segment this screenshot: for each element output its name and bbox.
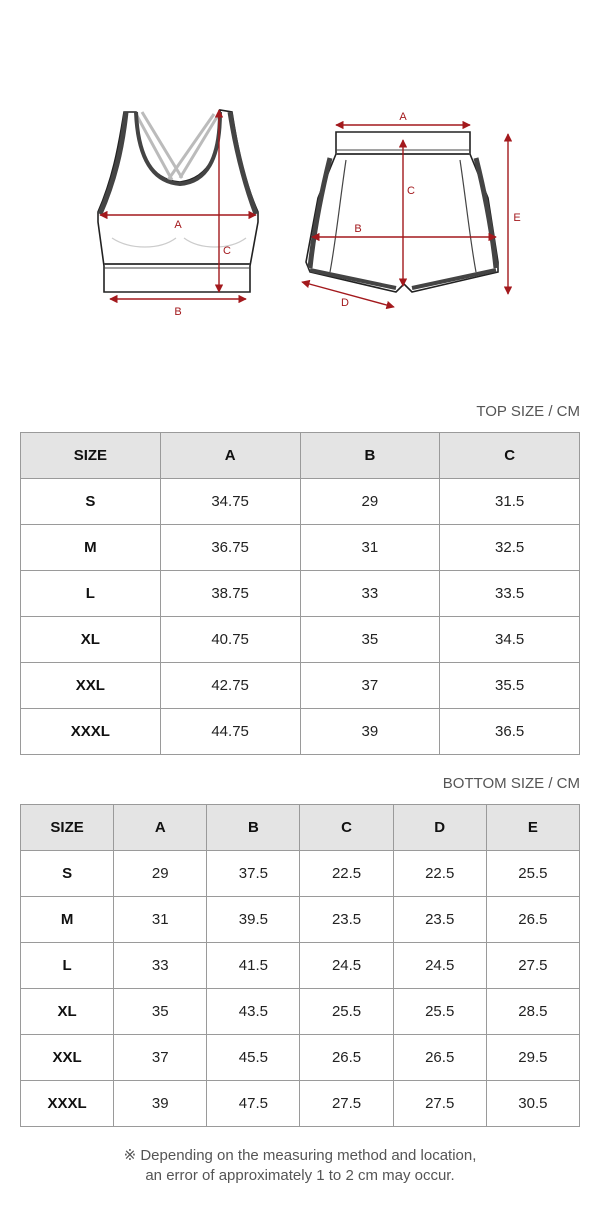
top-label-b: B: [174, 306, 182, 318]
size-cell: XXXL: [21, 1081, 114, 1127]
table-cell: 24.5: [393, 943, 486, 989]
table-cell: 39: [114, 1081, 207, 1127]
table-row: [21, 525, 580, 571]
bottom-label-e: E: [513, 212, 521, 224]
header-size: SIZE: [21, 805, 114, 851]
table-cell: 25.5: [486, 851, 579, 897]
table-row: [21, 1035, 580, 1081]
table-cell: 36.5: [440, 709, 580, 755]
table-cell: 42.75: [160, 663, 300, 709]
table-cell: 29: [300, 479, 440, 525]
table-cell: 35: [114, 989, 207, 1035]
size-cell: M: [21, 897, 114, 943]
table-row: [21, 989, 580, 1035]
note-line-1: ※ Depending on the measuring method and location,: [123, 1147, 477, 1164]
bottom-size-table: [20, 804, 580, 1127]
table-cell: 37: [300, 663, 440, 709]
table-row: [21, 1081, 580, 1127]
table-row: [21, 709, 580, 755]
size-cell: M: [21, 525, 161, 571]
size-cell: L: [21, 571, 161, 617]
header-size: SIZE: [21, 433, 161, 479]
table-row: [21, 479, 580, 525]
table-cell: 34.75: [160, 479, 300, 525]
table-row: [21, 897, 580, 943]
table-cell: 29.5: [486, 1035, 579, 1081]
table-cell: 28.5: [486, 989, 579, 1035]
table-cell: 34.5: [440, 617, 580, 663]
table-cell: 38.75: [160, 571, 300, 617]
bottom-label-a: A: [399, 111, 407, 123]
shorts-illustration: [306, 132, 498, 292]
header-b: B: [207, 805, 300, 851]
table-cell: 40.75: [160, 617, 300, 663]
table-cell: 31: [114, 897, 207, 943]
table-cell: 39.5: [207, 897, 300, 943]
table-cell: 35: [300, 617, 440, 663]
table-cell: 25.5: [300, 989, 393, 1035]
table-header-row: [21, 433, 580, 479]
measurement-note: [0, 1146, 600, 1186]
table-cell: 27.5: [300, 1081, 393, 1127]
top-label-a: A: [174, 219, 182, 231]
table-cell: 27.5: [393, 1081, 486, 1127]
table-cell: 31: [300, 525, 440, 571]
table-row: [21, 571, 580, 617]
table-cell: 26.5: [300, 1035, 393, 1081]
header-c: C: [300, 805, 393, 851]
bottom-label-d: D: [341, 297, 349, 309]
size-cell: XL: [21, 617, 161, 663]
header-b: B: [300, 433, 440, 479]
size-cell: S: [21, 479, 161, 525]
sports-bra-illustration: [98, 110, 258, 292]
table-cell: 37: [114, 1035, 207, 1081]
table-cell: 45.5: [207, 1035, 300, 1081]
top-label-c: C: [223, 245, 231, 257]
table-cell: 33.5: [440, 571, 580, 617]
table-cell: 22.5: [300, 851, 393, 897]
table-header-row: [21, 805, 580, 851]
table-cell: 29: [114, 851, 207, 897]
table-row: [21, 663, 580, 709]
size-cell: XXL: [21, 663, 161, 709]
header-e: E: [486, 805, 579, 851]
bottom-size-caption: BOTTOM SIZE / CM: [442, 775, 580, 792]
table-cell: 31.5: [440, 479, 580, 525]
table-cell: 36.75: [160, 525, 300, 571]
header-c: C: [440, 433, 580, 479]
table-cell: 26.5: [393, 1035, 486, 1081]
table-cell: 32.5: [440, 525, 580, 571]
table-cell: 27.5: [486, 943, 579, 989]
table-cell: 25.5: [393, 989, 486, 1035]
size-cell: S: [21, 851, 114, 897]
size-cell: XXXL: [21, 709, 161, 755]
table-row: [21, 617, 580, 663]
header-d: D: [393, 805, 486, 851]
bottom-label-b: B: [354, 223, 362, 235]
size-cell: XXL: [21, 1035, 114, 1081]
header-a: A: [114, 805, 207, 851]
table-cell: 37.5: [207, 851, 300, 897]
table-cell: 22.5: [393, 851, 486, 897]
bottom-label-c: C: [407, 185, 415, 197]
top-size-table: [20, 432, 580, 755]
table-row: [21, 851, 580, 897]
header-a: A: [160, 433, 300, 479]
table-cell: 23.5: [300, 897, 393, 943]
size-cell: XL: [21, 989, 114, 1035]
measurement-diagram: [0, 0, 600, 380]
table-cell: 30.5: [486, 1081, 579, 1127]
table-cell: 26.5: [486, 897, 579, 943]
top-size-caption: TOP SIZE / CM: [476, 403, 580, 420]
table-cell: 33: [300, 571, 440, 617]
table-cell: 41.5: [207, 943, 300, 989]
table-row: [21, 943, 580, 989]
table-cell: 39: [300, 709, 440, 755]
size-cell: L: [21, 943, 114, 989]
table-cell: 24.5: [300, 943, 393, 989]
table-cell: 47.5: [207, 1081, 300, 1127]
table-cell: 35.5: [440, 663, 580, 709]
note-line-2: an error of approximately 1 to 2 cm may occur.: [145, 1167, 455, 1184]
table-cell: 33: [114, 943, 207, 989]
table-cell: 23.5: [393, 897, 486, 943]
table-cell: 43.5: [207, 989, 300, 1035]
table-cell: 44.75: [160, 709, 300, 755]
